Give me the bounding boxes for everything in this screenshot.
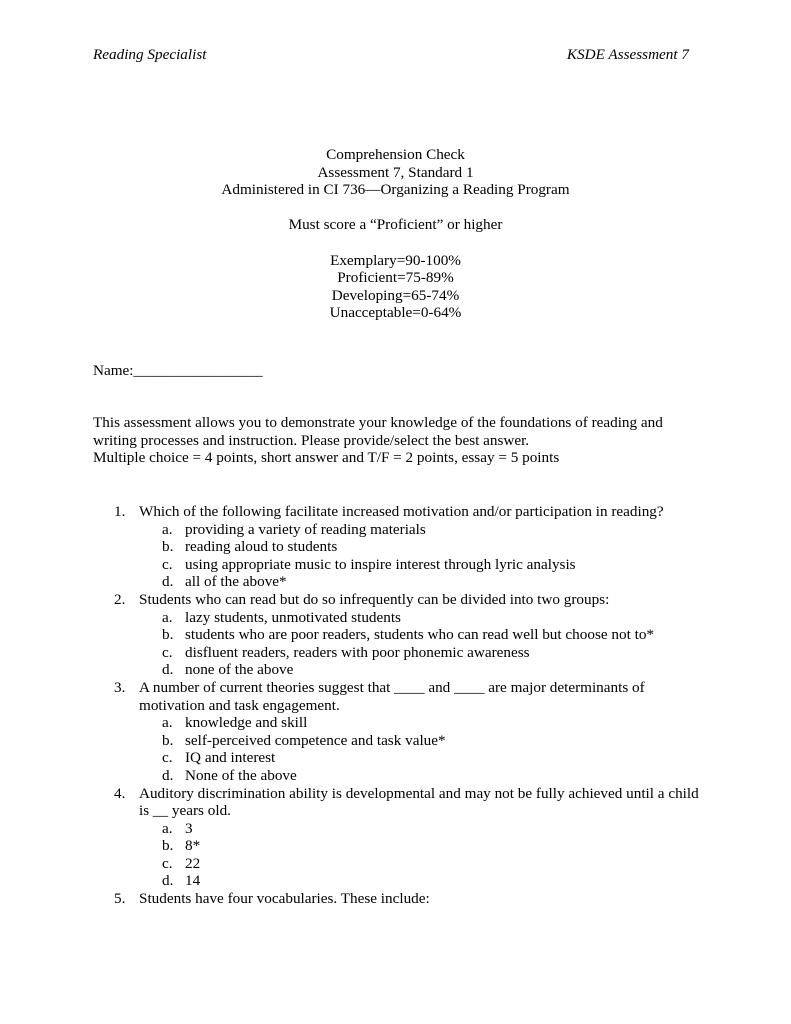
- question-item: [93, 503, 703, 591]
- scale-developing: Developing=65-74%: [331, 286, 460, 304]
- question-text: Which of the following facilitate increased motivation and/or participation in reading?: [139, 503, 664, 520]
- option-item: [139, 749, 703, 767]
- question-text: A number of current theories suggest that ____ and ____ are major determinants of motivation and task engagement.: [139, 678, 645, 714]
- option-letter: b.: [162, 731, 174, 749]
- points-line: Multiple choice = 4 points, short answer and T/F = 2 points, essay = 5 points: [93, 449, 560, 467]
- option-letter: d.: [162, 872, 174, 890]
- name-field: Name:_________________: [93, 362, 263, 379]
- intro: [93, 414, 703, 467]
- option-item: [139, 767, 703, 785]
- option-list: [139, 521, 703, 591]
- option-item: [139, 872, 703, 890]
- question-text: Auditory discrimination ability is developmental and may not be fully achieved until a child is __ years old.: [139, 784, 699, 820]
- option-text: disfluent readers, readers with poor phonemic awareness: [185, 643, 530, 661]
- question-number: 3.: [114, 678, 126, 696]
- option-letter: a.: [162, 608, 173, 626]
- option-text: IQ and interest: [185, 749, 276, 767]
- option-letter: b.: [162, 837, 174, 855]
- option-item: [139, 732, 703, 750]
- question-number: 2.: [114, 590, 126, 608]
- assessment-standard: Assessment 7, Standard 1: [317, 163, 474, 181]
- option-text: students who are poor readers, students who can read well but choose not to*: [185, 626, 655, 644]
- option-text: 22: [185, 854, 201, 872]
- option-item: [139, 855, 703, 873]
- option-item: [139, 573, 703, 591]
- option-text: using appropriate music to inspire interest through lyric analysis: [185, 555, 576, 573]
- option-item: [139, 644, 703, 662]
- scale-proficient: Proficient=75-89%: [337, 269, 454, 287]
- option-item: [139, 714, 703, 732]
- scale-exemplary: Exemplary=90-100%: [330, 251, 461, 269]
- title-block: [0, 146, 791, 322]
- option-letter: c.: [162, 643, 173, 661]
- option-text: providing a variety of reading materials: [185, 520, 426, 538]
- option-item: [139, 556, 703, 574]
- option-letter: d.: [162, 766, 174, 784]
- question-number: 4.: [114, 784, 126, 802]
- intro-paragraph: This assessment allows you to demonstrate your knowledge of the foundations of reading and writing processes and instruction. Please provide/select the best answer.: [93, 414, 663, 449]
- option-list: [139, 714, 703, 784]
- option-text: none of the above: [185, 661, 294, 679]
- option-text: reading aloud to students: [185, 538, 338, 556]
- option-letter: a.: [162, 819, 173, 837]
- course-line: Administered in CI 736—Organizing a Reading Program: [221, 181, 570, 199]
- option-list: [139, 609, 703, 679]
- option-letter: d.: [162, 661, 174, 679]
- document-title: Comprehension Check: [326, 146, 465, 163]
- option-letter: a.: [162, 520, 173, 538]
- option-item: [139, 609, 703, 627]
- option-letter: c.: [162, 854, 173, 872]
- option-letter: b.: [162, 538, 174, 556]
- question-item: [93, 785, 703, 891]
- option-letter: a.: [162, 714, 173, 732]
- option-text: None of the above: [185, 766, 297, 784]
- option-text: lazy students, unmotivated students: [185, 608, 401, 626]
- question-item: [93, 679, 703, 785]
- option-item: [139, 661, 703, 679]
- question-number: 1.: [114, 503, 126, 520]
- option-item: [139, 837, 703, 855]
- option-text: 3: [185, 819, 193, 837]
- option-item: [139, 626, 703, 644]
- option-letter: c.: [162, 555, 173, 573]
- option-text: 14: [185, 872, 201, 890]
- option-letter: b.: [162, 626, 174, 644]
- option-letter: d.: [162, 573, 174, 591]
- option-text: 8*: [185, 837, 201, 855]
- question-item: [93, 591, 703, 679]
- score-requirement: Must score a “Proficient” or higher: [288, 216, 503, 234]
- header-left: Reading Specialist: [93, 46, 207, 63]
- option-text: all of the above*: [185, 573, 287, 591]
- option-item: [139, 538, 703, 556]
- option-text: knowledge and skill: [185, 714, 308, 732]
- question-list: [93, 503, 703, 908]
- question-number: 5.: [114, 890, 126, 908]
- question-item: [93, 890, 703, 908]
- option-letter: c.: [162, 749, 173, 767]
- option-text: self-perceived competence and task value*: [185, 731, 446, 749]
- question-text: Students have four vocabularies. These include:: [139, 890, 430, 908]
- option-item: [139, 521, 703, 539]
- option-list: [139, 820, 703, 890]
- question-text: Students who can read but do so infrequently can be divided into two groups:: [139, 590, 610, 608]
- scale-unacceptable: Unacceptable=0-64%: [329, 304, 462, 322]
- header-right: KSDE Assessment 7: [566, 46, 689, 63]
- option-item: [139, 820, 703, 838]
